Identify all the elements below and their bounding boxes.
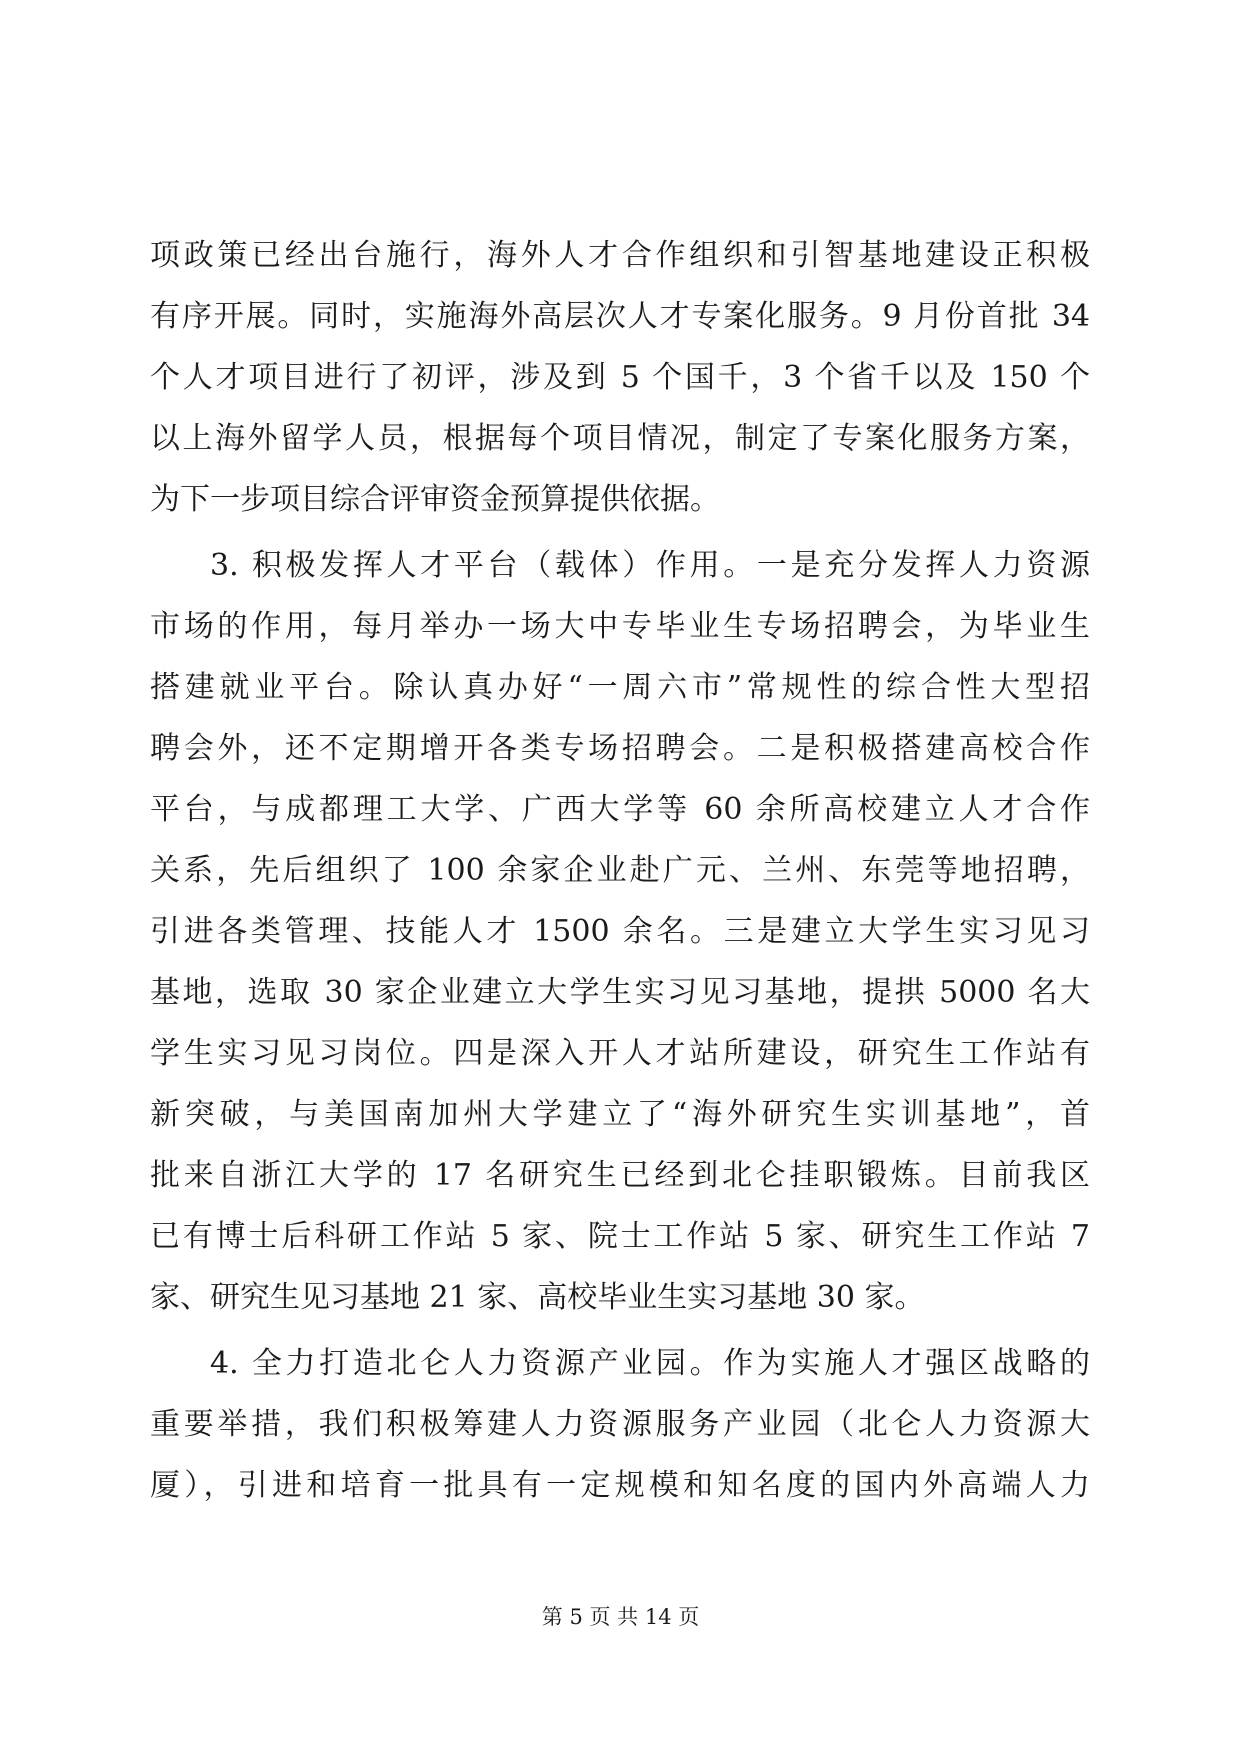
text-line: 学生实习见习岗位。四是深入开人才站所建设，研究生工作站有 [150, 1036, 1090, 1071]
text-line: 厦），引进和培育一批具有一定规模和知名度的国内外高端人力 [150, 1468, 1090, 1503]
text-line: 引进各类管理、技能人才 1500 余名。三是建立大学生实习见习 [150, 914, 1090, 949]
text-line: 有序开展。同时，实施海外高层次人才专案化服务。9 月份首批 34 [150, 299, 1090, 334]
text-line: 关系，先后组织了 100 余家企业赴广元、兰州、东莞等地招聘， [150, 853, 1090, 888]
text-line: 家、研究生见习基地 21 家、高校毕业生实习基地 30 家。 [150, 1280, 925, 1315]
text-line: 个人才项目进行了初评，涉及到 5 个国千，3 个省千以及 150 个 [150, 360, 1090, 395]
text-line: 重要举措，我们积极筹建人力资源服务产业园（北仑人力资源大 [150, 1407, 1090, 1442]
text-line: 搭建就业平台。除认真办好“一周六市”常规性的综合性大型招 [150, 670, 1090, 705]
text-line: 平台，与成都理工大学、广西大学等 60 余所高校建立人才合作 [150, 792, 1090, 827]
text-line: 市场的作用，每月举办一场大中专毕业生专场招聘会，为毕业生 [150, 609, 1090, 644]
text-line: 批来自浙江大学的 17 名研究生已经到北仑挂职锻炼。目前我区 [150, 1158, 1090, 1193]
text-line: 基地，选取 30 家企业建立大学生实习见习基地，提拱 5000 名大 [150, 975, 1090, 1010]
text-line: 为下一步项目综合评审资金预算提供依据。 [150, 482, 720, 517]
text-line: 聘会外，还不定期增开各类专场招聘会。二是积极搭建高校合作 [150, 731, 1090, 766]
text-line: 项政策已经出台施行，海外人才合作组织和引智基地建设正积极 [150, 238, 1090, 273]
paragraph-3-start: 3. 积极发挥人才平台（载体）作用。一是充分发挥人力资源 [210, 548, 1090, 583]
text-line: 已有博士后科研工作站 5 家、院士工作站 5 家、研究生工作站 7 [150, 1219, 1090, 1254]
page-number-footer: 第 5 页 共 14 页 [541, 1605, 700, 1629]
text-line: 以上海外留学人员，根据每个项目情况，制定了专案化服务方案， [150, 421, 1090, 456]
text-line: 新突破，与美国南加州大学建立了“海外研究生实训基地”，首 [150, 1097, 1090, 1132]
paragraph-4-start: 4. 全力打造北仑人力资源产业园。作为实施人才强区战略的 [210, 1346, 1090, 1381]
